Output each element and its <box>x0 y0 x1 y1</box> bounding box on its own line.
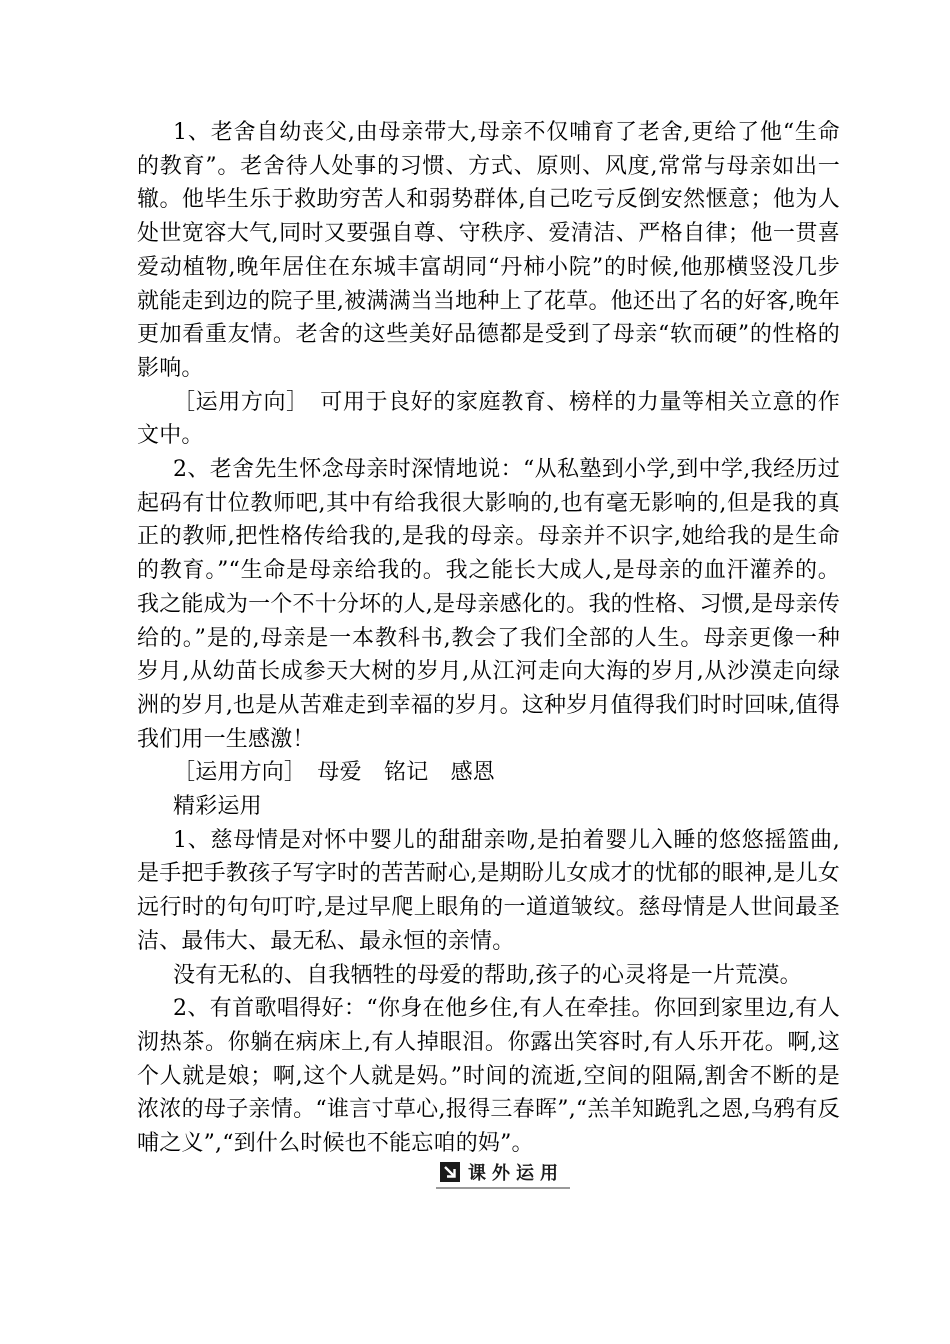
paragraph-song: 2、有首歌唱得好：“你身在他乡住,有人在牵挂。你回到家里边,有人沏热茶。你躺在病床上,有人掉眼泪。你露出笑容时,有人乐开花。啊,这个人就是娘；啊,这个人就是妈。”时间的流逝,空间的阻隔,割舍不断的是浓浓的母子亲情。“谁言寸草心,报得三春晖”,“羔羊知跪乳之恩,乌鸦有反哺之义”,“到什么时候也不能忘咱的妈”。 <box>137 996 840 1157</box>
section-heading-jingcai: 精彩运用 <box>173 794 262 820</box>
document-body <box>137 116 840 1161</box>
usage-direction-1: ［运用方向］ 可用于良好的家庭教育、榜样的力量等相关立意的作文中。 <box>137 389 840 449</box>
paragraph-laoshe-1: 1、老舍自幼丧父,由母亲带大,母亲不仅哺育了老舍,更给了他“生命的教育”。老舍待人处事的习惯、方式、原则、风度,常常与母亲如出一辙。他毕生乐于救助穷苦人和弱势群体,自己吃亏反倒安然惬意；他为人处世宽容大气,同时又要强自尊、守秩序、爱清洁、严格自律；他一贯喜爱动植物,晚年居住在东城丰富胡同“丹柿小院”的时候,他那横竖没几步就能走到边的院子里,被满满当当地种上了花草。他还出了名的好客,晚年更加看重友情。老舍的这些美好品德都是受到了母亲“软而硬”的性格的影响。 <box>137 120 840 381</box>
paragraph-laoshe-2: 2、老舍先生怀念母亲时深情地说：“从私塾到小学,到中学,我经历过起码有廿位教师吧,其中有给我很大影响的,也有毫无影响的,但是我的真正的教师,把性格传给我的,是我的母亲。母亲并不识字,她给我的是生命的教育。”“生命是母亲给我的。我之能长大成人,是母亲的血汗灌养的。我之能成为一个不十分坏的人,是母亲感化的。我的性格、习惯,是母亲传给的。”是的,母亲是一本教科书,教会了我们全部的人生。母亲更像一种岁月,从幼苗长成参天大树的岁月,从江河走向大海的岁月,从沙漠走向绿洲的岁月,也是从苦难走到幸福的岁月。这种岁月值得我们时时回味,值得我们用一生感激！ <box>137 457 840 752</box>
section-bar-kewai <box>436 1157 570 1189</box>
paragraph-cimu-2: 没有无私的、自我牺牲的母爱的帮助,孩子的心灵将是一片荒漠。 <box>173 962 802 988</box>
paragraph-cimu-1: 1、慈母情是对怀中婴儿的甜甜亲吻,是拍着婴儿入睡的悠悠摇篮曲,是手把手教孩子写字时的苦苦耐心,是期盼儿女成才的忧郁的眼神,是儿女远行时的句句叮咛,是过早爬上眼角的一道道皱纹。慈母情是人世间最圣洁、最伟大、最无私、最永恒的亲情。 <box>137 827 840 954</box>
section-bar-title: 课外运用 <box>468 1163 564 1184</box>
usage-direction-2: ［运用方向］ 母爱 铭记 感恩 <box>173 760 496 786</box>
arrow-down-right-icon <box>440 1162 460 1182</box>
